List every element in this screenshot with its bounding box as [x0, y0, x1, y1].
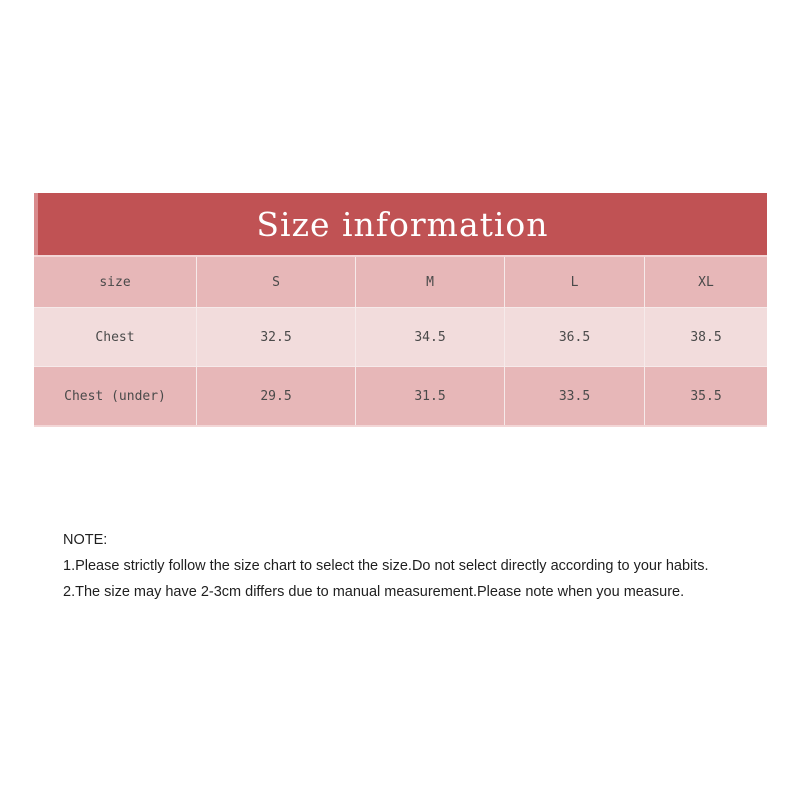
size-chart-table	[34, 193, 767, 427]
note-line-2: 2.The size may have 2-3cm differs due to manual measurement.Please note when you measure.	[63, 584, 685, 600]
table-title: Size information	[34, 193, 767, 255]
cell-chest-m: 34.5	[356, 308, 505, 366]
cell-chest-under-l: 33.5	[505, 367, 645, 425]
header-cell-l: L	[505, 257, 645, 307]
table-row-chest-under	[34, 366, 767, 425]
cell-chest-under-s: 29.5	[197, 367, 356, 425]
header-cell-size: size	[34, 257, 197, 307]
cell-chest-s: 32.5	[197, 308, 356, 366]
header-cell-s: S	[197, 257, 356, 307]
table-row-chest	[34, 307, 767, 366]
row-label-chest: Chest	[34, 308, 197, 366]
cell-chest-under-xl: 35.5	[690, 388, 722, 404]
header-cell-m: M	[356, 257, 505, 307]
table-header-row	[34, 257, 767, 307]
table-bottom-border	[34, 425, 767, 427]
cell-chest-under-m: 31.5	[356, 367, 505, 425]
notes-heading: NOTE:	[63, 532, 108, 548]
cell-chest-l: 36.5	[505, 308, 645, 366]
header-cell-xl: XL	[698, 274, 714, 290]
note-line-1: 1.Please strictly follow the size chart to select the size.Do not select directly according to your habits.	[63, 558, 709, 574]
cell-chest-xl: 38.5	[690, 329, 722, 345]
row-label-chest-under: Chest (under)	[34, 367, 197, 425]
notes-section	[63, 527, 709, 605]
